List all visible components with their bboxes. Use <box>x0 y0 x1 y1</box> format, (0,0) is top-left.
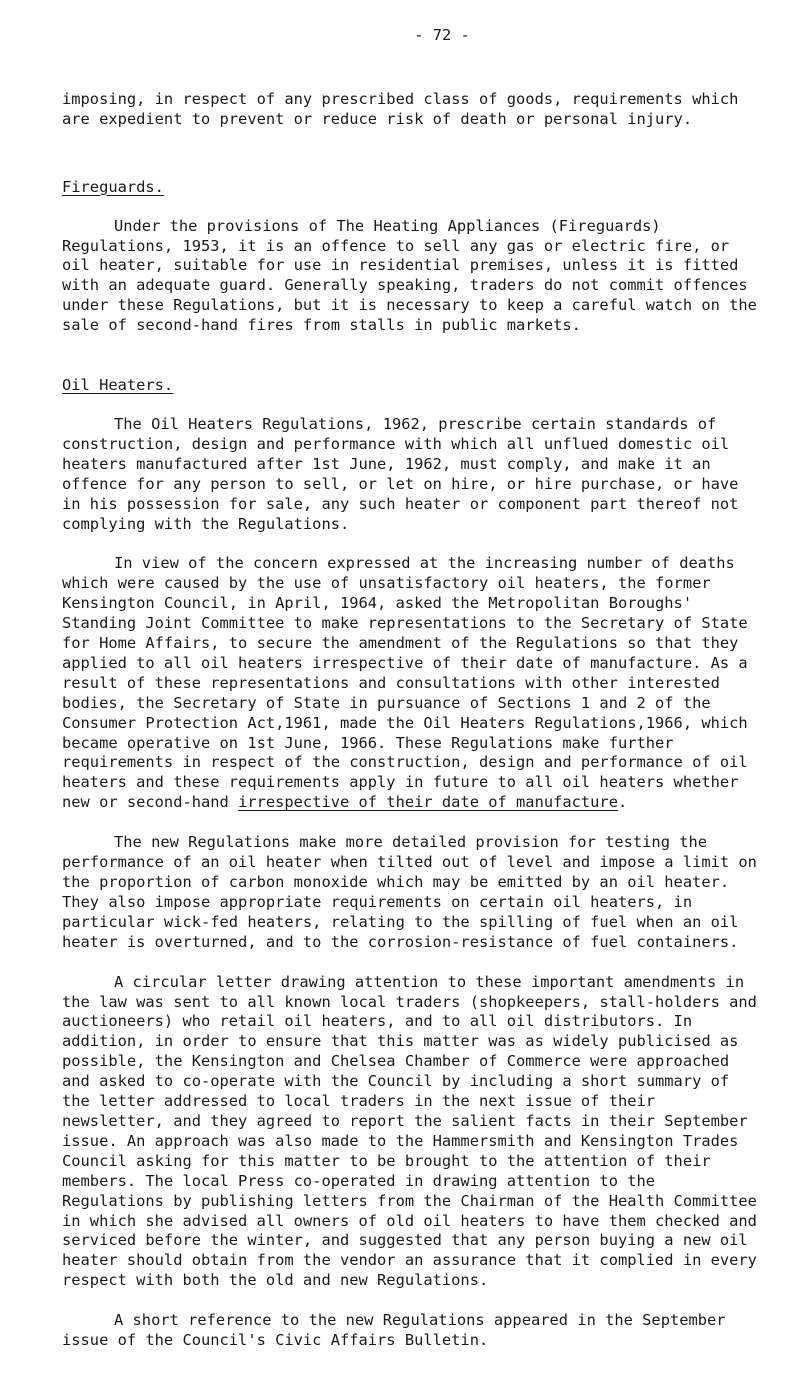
fireguards-heading: Fireguards. <box>62 177 164 196</box>
oil-heaters-paragraph-3: The new Regulations make more detailed provision for testing the performance of an oil heater when tilted out of level and impose a limit on the proportion of carbon monoxide which may be emitted by an oil heater. They also impose appropriate requirements on certain oil heaters, in particular wick-fed heaters, relating to the spilling of fuel when an oil heater is overturned, and to the corrosion-resistance of fuel containers. <box>62 833 757 951</box>
oil-heaters-paragraph-1: The Oil Heaters Regulations, 1962, prescribe certain standards of construction, design and performance with which all unflued domestic oil heaters manufactured after 1st June, 1962, must comply, and make it an offence for any person to sell, or let on hire, or hire purchase, or have in his possession for sale, any such heater or component part thereof not complying with the Regulations. <box>62 414 739 533</box>
oil-heaters-paragraph-4: A circular letter drawing attention to these important amendments in the law was sent to all known local traders (shopkeepers, stall-holders and auctioneers) who retail oil heaters, and to all oil distributors. In addition, in order to ensure that this matter was as widely publicised as possible, the Kensington and Chelsea Chamber of Commerce were approached and asked to co-operate with the Council by including a short summary of the letter addressed to local traders in the next issue of their newsletter, and they agreed to report the salient facts in their September issue. An approach was also made to the Hammersmith and Kensington Trades Council asking for this matter to be brought to the attention of their members. The local Press co-operated in drawing attention to the Regulations by publishing letters from the Chairman of the Health Committee in which she advised all owners of old oil heaters to have them checked and serviced before the winter, and suggested that any person buying a new oil heater should obtain from the vendor an assurance that it complied in every respect with both the old and new Regulations. <box>62 972 757 1290</box>
oil-heaters-heading: Oil Heaters. <box>62 376 174 395</box>
paragraph-2-text: In view of the concern expressed at the increasing number of deaths which were caused by the use of unsatisfactory oil heaters, the former Kensington Council, in April, 1964, asked the Metropolitan Boroughs' Standing Joint Committee to make representations to the Secretary of State for Home Affairs, to secure the amendment of the Regulations so that they applied to all oil heaters irrespective of their date of manufacture. As a result of these representations and consultations with other interested bodies, the Secretary of State in pursuance of Sections 1 and 2 of the Consumer Protection Act,1961, made the Oil Heaters Regulations,1966, which became operative on 1st June, 1966. These Regulations make further requirements in respect of the construction, design and performance of oil heaters and these requirements apply in future to all oil heaters whether new or second-hand <box>62 554 748 812</box>
intro-paragraph: imposing, in respect of any prescribed class of goods, requirements which are expedient to prevent or reduce risk of death or personal injury. <box>62 89 739 128</box>
fireguards-paragraph: Under the provisions of The Heating Appliances (Fireguards) Regulations, 1953, it is an offence to sell any gas or electric fire, or oil heater, suitable for use in residential premises, unless it is fitted with an adequate guard. Generally speaking, traders do not commit offences under these Regulations, but it is necessary to keep a careful watch on the sale of second-hand fires from stalls in public markets. <box>62 216 757 335</box>
oil-heaters-section <box>62 376 762 1351</box>
oil-heaters-paragraph-2 <box>62 554 762 813</box>
oil-heaters-paragraph-5: A short reference to the new Regulations appeared in the September issue of the Council's Civic Affairs Bulletin. <box>62 1311 726 1350</box>
fireguards-section <box>62 178 762 336</box>
page-number: - 72 - <box>414 26 470 44</box>
underlined-phrase: irrespective of their date of manufacture <box>238 793 618 812</box>
document-page <box>62 26 762 1351</box>
paragraph-2-end: . <box>617 793 628 812</box>
